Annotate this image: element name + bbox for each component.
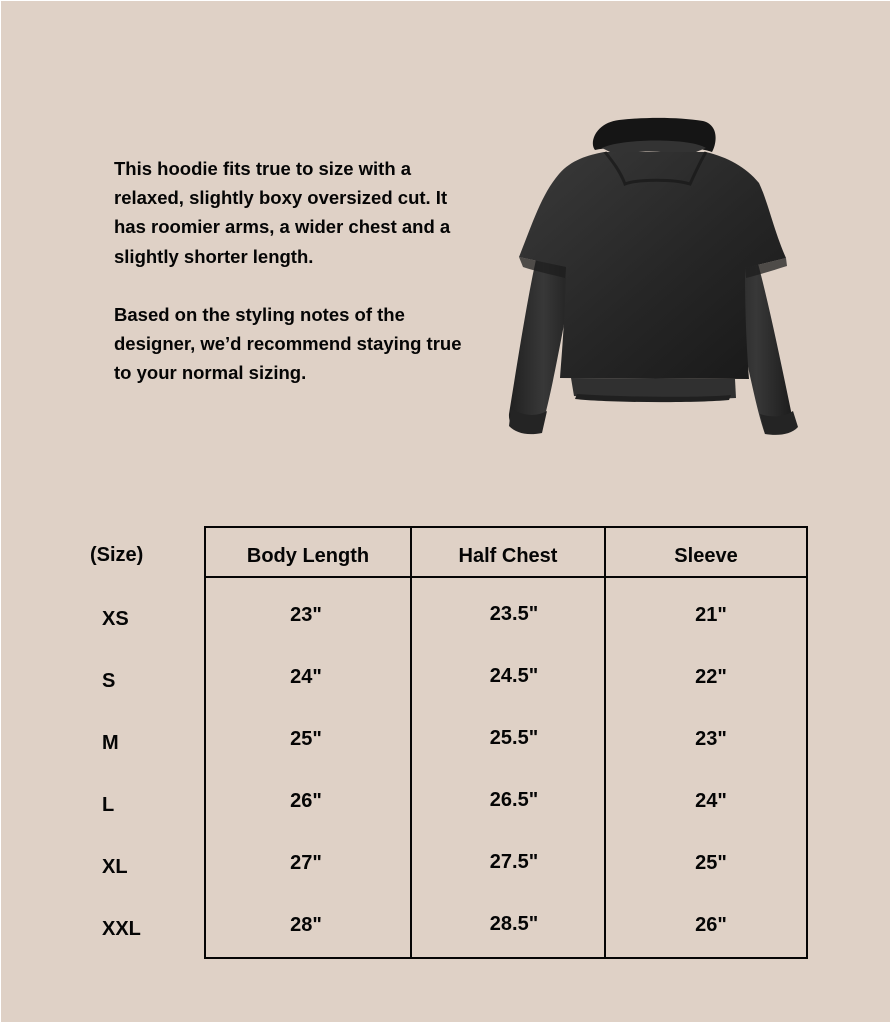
- body-length-l: 26": [290, 790, 322, 812]
- body-length-xxl: 28": [290, 914, 322, 936]
- body-length-header: Body Length: [246, 545, 370, 567]
- sleeve-header: Sleeve: [674, 545, 738, 567]
- half-chest-xs: 23.5": [489, 603, 539, 625]
- size-label-xxl: XXL: [102, 918, 141, 940]
- fit-description-paragraph: This hoodie fits true to size with a relaxed, slightly boxy oversized cut. It has roomier arms, a wider chest and a slightly shorter length.: [114, 158, 451, 267]
- sizing-recommendation-paragraph: Based on the styling notes of the designer, we’d recommend staying true to your normal sizing.: [114, 303, 462, 384]
- size-column-heading: (Size): [90, 544, 144, 566]
- column-divider: [410, 528, 412, 957]
- body-length-m: 25": [290, 728, 322, 750]
- sleeve-xxl: 26": [695, 914, 727, 936]
- hoodie-product-image: [501, 113, 817, 443]
- body-length-s: 24": [290, 666, 322, 688]
- sleeve-l: 24": [695, 790, 727, 812]
- half-chest-xxl: 28.5": [489, 913, 539, 935]
- body-length-xs: 23": [290, 604, 322, 626]
- fit-description: [114, 154, 474, 387]
- half-chest-header: Half Chest: [458, 545, 558, 567]
- size-label-s: S: [102, 670, 116, 692]
- size-label-xs: XS: [102, 608, 129, 630]
- half-chest-m: 25.5": [489, 727, 539, 749]
- size-label-m: M: [102, 732, 119, 754]
- header-divider: [206, 576, 806, 578]
- size-guide-page: [1, 1, 890, 1022]
- half-chest-s: 24.5": [489, 665, 539, 687]
- half-chest-l: 26.5": [489, 789, 539, 811]
- sleeve-s: 22": [695, 666, 727, 688]
- half-chest-xl: 27.5": [489, 851, 539, 873]
- size-measurement-table: [204, 526, 808, 959]
- sleeve-xs: 21": [695, 604, 727, 626]
- size-label-xl: XL: [102, 856, 128, 878]
- size-label-l: L: [102, 794, 115, 816]
- sleeve-xl: 25": [695, 852, 727, 874]
- body-length-xl: 27": [290, 852, 322, 874]
- sleeve-m: 23": [695, 728, 727, 750]
